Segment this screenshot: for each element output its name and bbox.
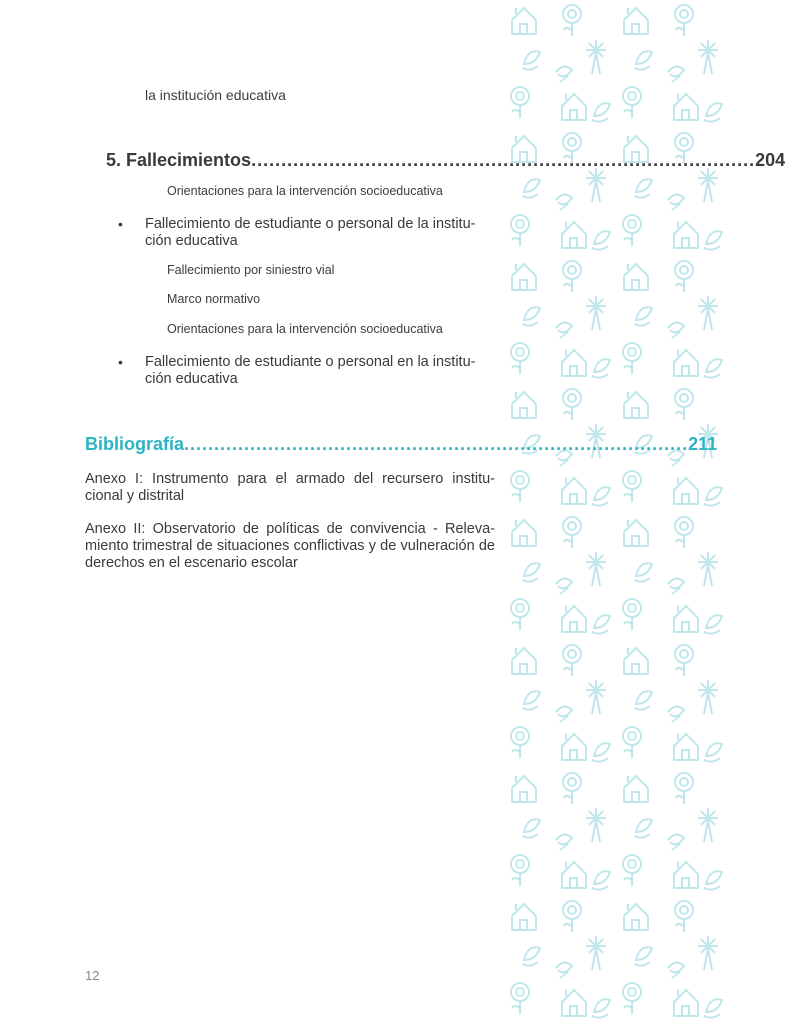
toc-leader-dots: .................................................................................... — [251, 150, 756, 170]
toc-subentry: Fallecimiento por siniestro vial — [167, 263, 335, 277]
bullet-marker: • — [118, 216, 123, 232]
bullet-marker: • — [118, 354, 123, 370]
toc-entry-title: 5. Fallecimientos — [106, 150, 252, 170]
toc-bullet-entry: Fallecimiento de estudiante o personal en la institu- ción educativa — [145, 354, 476, 387]
toc-subentry: Marco normativo — [167, 292, 261, 306]
toc-page-number: 204 — [755, 150, 785, 170]
toc-bullet-entry: Fallecimiento de estudiante o personal de la institu- ción educativa — [145, 216, 476, 249]
toc-leader-dots: .................................................................................... — [184, 434, 689, 454]
toc-subentry: Orientaciones para la intervención socioeducativa — [167, 322, 443, 336]
toc-page-number: 211 — [688, 434, 718, 454]
toc-entry-fallecimientos[interactable] — [106, 150, 785, 171]
toc-anexo-1: Anexo I: Instrumento para el armado del recursero institu- cional y distrital — [85, 471, 495, 504]
toc-entry-title: Bibliografía — [85, 434, 185, 454]
toc-entry-bibliografia[interactable] — [85, 434, 718, 455]
toc-anexo-2: Anexo II: Observatorio de políticas de convivencia - Releva- miento trimestral de situaciones conflictivas y de vulneración de derechos en el escenario escolar — [85, 521, 495, 571]
toc-continuation: la institución educativa — [145, 87, 286, 103]
page-number: 12 — [85, 968, 100, 983]
toc-subentry: Orientaciones para la intervención socioeducativa — [167, 184, 443, 198]
